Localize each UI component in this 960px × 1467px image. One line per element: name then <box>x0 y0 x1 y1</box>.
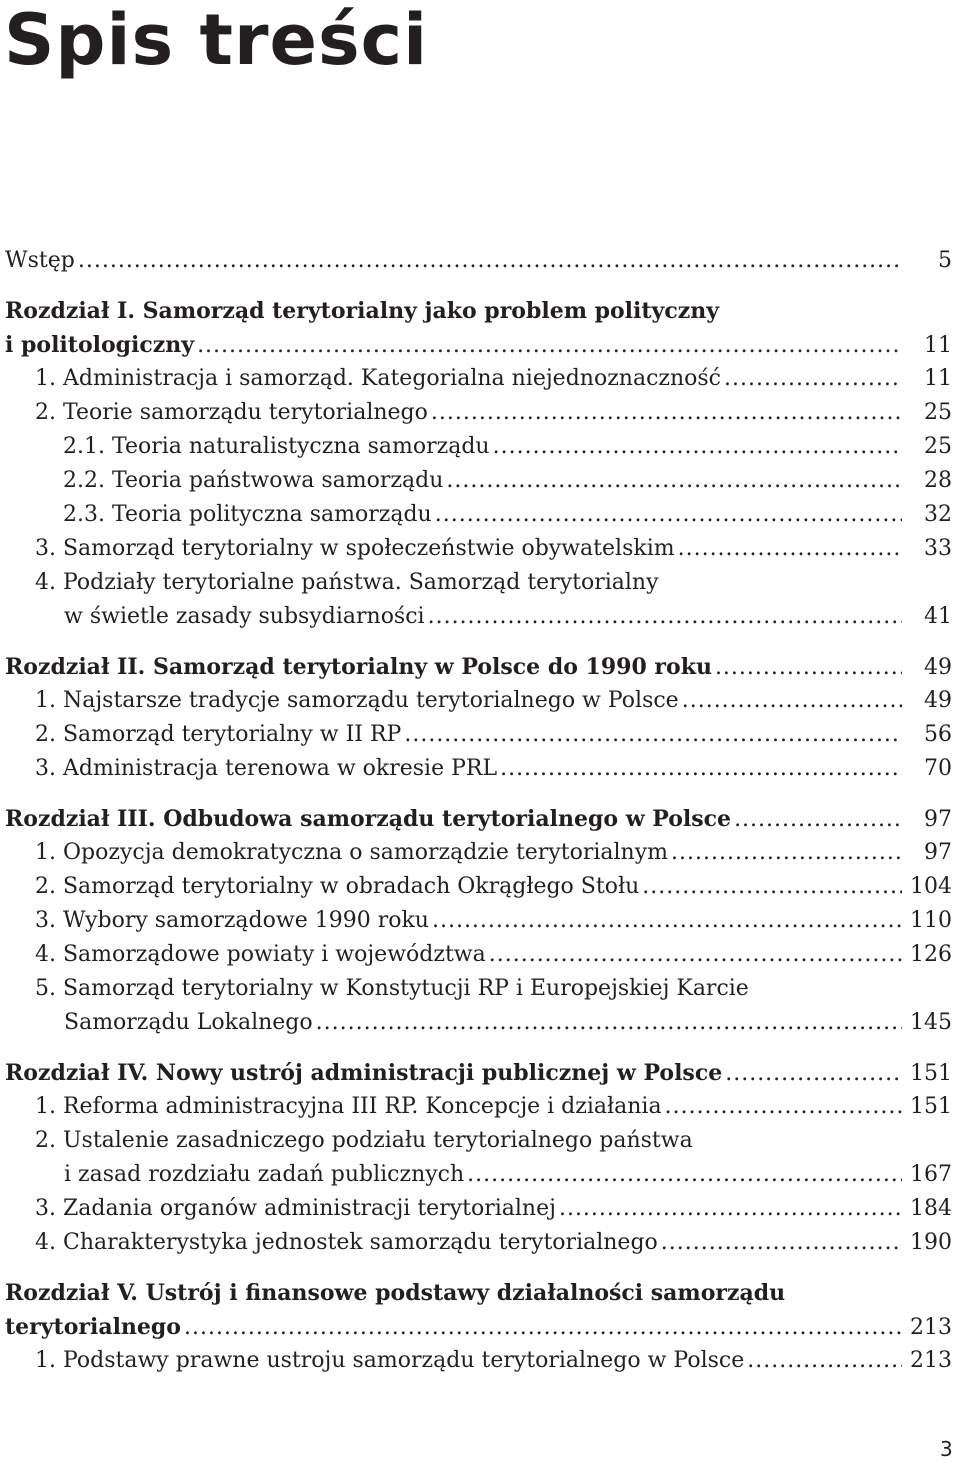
toc-entry-title: 2. Ustalenie zasadniczego podziału terytorialnego państwa <box>35 1128 693 1153</box>
page-number: 3 <box>940 1437 953 1461</box>
dot-leader <box>665 1090 902 1124</box>
dot-leader <box>446 464 902 498</box>
toc-chapter-5[interactable] <box>5 1310 952 1344</box>
toc-entry-page: 33 <box>924 536 952 561</box>
toc-entry-page: 56 <box>924 722 952 747</box>
toc-subentry[interactable] <box>5 464 952 498</box>
toc-entry-title: 2. Samorząd terytorialny w obradach Okrągłego Stołu <box>35 874 640 899</box>
toc-entry[interactable] <box>5 1090 952 1124</box>
toc-entry-page: 28 <box>924 468 952 493</box>
toc-entry-page: 11 <box>924 333 952 358</box>
toc-chapter-4[interactable] <box>5 1056 952 1090</box>
toc-entry-page: 126 <box>910 942 952 967</box>
toc-subentry[interactable] <box>5 498 952 532</box>
toc-chapter-3[interactable] <box>5 802 952 836</box>
dot-leader <box>682 684 902 718</box>
toc-chapter-1-heading[interactable] <box>5 294 952 328</box>
toc-entry-page: 5 <box>938 248 952 273</box>
toc-entry-continuation[interactable] <box>5 600 952 634</box>
dot-leader <box>428 600 902 634</box>
toc-entry-title: 1. Opozycja demokratyczna o samorządzie terytorialnym <box>35 840 669 865</box>
dot-leader <box>747 1344 902 1378</box>
toc-entry-title: i zasad rozdziału zadań publicznych <box>64 1162 465 1187</box>
toc-entry-page: 110 <box>910 908 952 933</box>
toc-entry-page: 104 <box>910 874 952 899</box>
toc-entry-title: 3. Wybory samorządowe 1990 roku <box>35 908 429 933</box>
toc-entry-page: 213 <box>910 1315 952 1340</box>
toc-entry-page: 167 <box>910 1162 952 1187</box>
dot-leader <box>184 1311 902 1345</box>
toc-entry-title: 2.1. Teoria naturalistyczna samorządu <box>63 434 490 459</box>
toc-entry-title: Rozdział IV. Nowy ustrój administracji publicznej w Polsce <box>5 1060 723 1086</box>
toc-entry-title: w świetle zasady subsydiarności <box>64 604 425 629</box>
toc-entry[interactable] <box>5 396 952 430</box>
toc-entry-page: 11 <box>924 366 952 391</box>
toc-entry-title: 2. Samorząd terytorialny w II RP <box>35 722 402 747</box>
toc-entry[interactable] <box>5 1344 952 1378</box>
toc-chapter-2[interactable] <box>5 650 952 684</box>
toc-entry-page: 145 <box>910 1010 952 1035</box>
dot-leader <box>316 1006 902 1040</box>
dot-leader <box>500 752 902 786</box>
toc-entry-title: 2.3. Teoria polityczna samorządu <box>63 502 432 527</box>
toc-entry-title: Rozdział III. Odbudowa samorządu terytorialnego w Polsce <box>5 806 732 832</box>
toc-entry-title: 1. Najstarsze tradycje samorządu terytorialnego w Polsce <box>35 688 679 713</box>
toc-entry-title: 4. Samorządowe powiaty i województwa <box>35 942 486 967</box>
toc-entry-page: 32 <box>924 502 952 527</box>
toc-entry-title: 5. Samorząd terytorialny w Konstytucji RP i Europejskiej Karcie <box>35 976 749 1001</box>
dot-leader <box>78 244 902 278</box>
toc-entry[interactable] <box>5 1192 952 1226</box>
toc-entry-page: 25 <box>924 434 952 459</box>
toc-entry-title: Wstęp <box>5 248 75 273</box>
toc-entry-title: 4. Charakterystyka jednostek samorządu terytorialnego <box>35 1230 658 1255</box>
toc-entry-page: 97 <box>924 807 952 832</box>
table-of-contents <box>5 244 952 1378</box>
toc-entry-page: 49 <box>924 688 952 713</box>
toc-entry[interactable] <box>5 684 952 718</box>
toc-entry[interactable] <box>5 718 952 752</box>
toc-entry-page: 49 <box>924 655 952 680</box>
toc-entry[interactable] <box>5 870 952 904</box>
toc-entry-title: 3. Administracja terenowa w okresie PRL <box>35 756 498 781</box>
toc-entry-title: Rozdział II. Samorząd terytorialny w Polsce do 1990 roku <box>5 654 712 680</box>
toc-entry-title: 3. Samorząd terytorialny w społeczeństwie obywatelskim <box>35 536 675 561</box>
dot-leader <box>432 904 902 938</box>
dot-leader <box>734 803 902 837</box>
toc-entry-page: 151 <box>910 1061 952 1086</box>
toc-entry-title: 1. Reforma administracyjna III RP. Koncepcje i działania <box>35 1094 662 1119</box>
toc-entry[interactable] <box>5 566 952 600</box>
toc-entry[interactable] <box>5 752 952 786</box>
toc-chapter-5-heading[interactable] <box>5 1276 952 1310</box>
dot-leader <box>671 836 902 870</box>
toc-entry-continuation[interactable] <box>5 1006 952 1040</box>
dot-leader <box>404 718 902 752</box>
dot-leader <box>197 329 902 363</box>
dot-leader <box>493 430 902 464</box>
toc-entry[interactable] <box>5 362 952 396</box>
dot-leader <box>559 1192 902 1226</box>
toc-entry-title: 1. Podstawy prawne ustroju samorządu terytorialnego w Polsce <box>35 1348 745 1373</box>
toc-entry[interactable] <box>5 1226 952 1260</box>
toc-entry-page: 151 <box>910 1094 952 1119</box>
toc-entry[interactable] <box>5 972 952 1006</box>
toc-entry-page: 25 <box>924 400 952 425</box>
dot-leader <box>642 870 902 904</box>
toc-entry-title: 3. Zadania organów administracji terytorialnej <box>35 1196 556 1221</box>
toc-entry-title: terytorialnego <box>5 1314 181 1340</box>
toc-chapter-1[interactable] <box>5 328 952 362</box>
dot-leader <box>661 1226 902 1260</box>
dot-leader <box>725 1057 902 1091</box>
toc-entry-title: Rozdział V. Ustrój i finansowe podstawy działalności samorządu <box>5 1280 786 1306</box>
toc-entry-page: 190 <box>910 1230 952 1255</box>
toc-entry-continuation[interactable] <box>5 1158 952 1192</box>
toc-entry[interactable] <box>5 1124 952 1158</box>
dot-leader <box>678 532 902 566</box>
dot-leader <box>715 651 902 685</box>
toc-entry-title: Samorządu Lokalnego <box>64 1010 313 1035</box>
toc-entry-page: 70 <box>924 756 952 781</box>
page-title: Spis treści <box>4 0 429 81</box>
toc-entry[interactable] <box>5 532 952 566</box>
toc-entry-title: 2.2. Teoria państwowa samorządu <box>63 468 444 493</box>
toc-entry-title: 4. Podziały terytorialne państwa. Samorząd terytorialny <box>35 570 659 595</box>
toc-entry[interactable] <box>5 836 952 870</box>
toc-subentry[interactable] <box>5 430 952 464</box>
dot-leader <box>489 938 902 972</box>
toc-entry[interactable] <box>5 938 952 972</box>
dot-leader <box>467 1158 902 1192</box>
toc-entry[interactable] <box>5 904 952 938</box>
toc-entry-page: 97 <box>924 840 952 865</box>
toc-entry-title: Rozdział I. Samorząd terytorialny jako problem polityczny <box>5 298 720 324</box>
toc-entry-page: 184 <box>910 1196 952 1221</box>
toc-entry-page: 41 <box>924 604 952 629</box>
toc-entry-title: i politologiczny <box>5 332 195 358</box>
toc-entry-page: 213 <box>910 1348 952 1373</box>
dot-leader <box>435 498 902 532</box>
dot-leader <box>431 396 902 430</box>
dot-leader <box>724 362 902 396</box>
toc-entry-introduction[interactable] <box>5 244 952 278</box>
toc-entry-title: 2. Teorie samorządu terytorialnego <box>35 400 428 425</box>
toc-entry-title: 1. Administracja i samorząd. Kategorialna niejednoznaczność <box>35 366 722 391</box>
